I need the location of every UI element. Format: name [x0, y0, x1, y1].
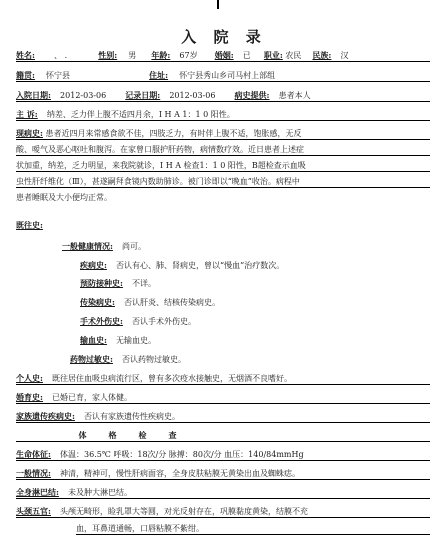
present-illness-text-1: 患者近四月来常感食欲不佳，四肢乏力，有时伴上腹不适，饱胀感，无反	[45, 129, 302, 138]
lymph-row	[16, 487, 430, 499]
present-illness-line-1	[16, 128, 430, 140]
sex-value: 男	[128, 51, 137, 60]
marriage-label: 婚姻:	[214, 50, 234, 60]
vaccine-history-label: 预防接种史:	[80, 278, 123, 288]
personal-history-row	[16, 373, 430, 385]
allergy-history-value: 否认药物过敏史。	[122, 355, 187, 364]
infectious-history-row	[80, 297, 448, 308]
head-neck-row-1	[16, 506, 430, 518]
informant-value: 患者本人	[278, 91, 311, 100]
family-history-row	[16, 411, 430, 423]
dates-row	[16, 90, 430, 102]
lymph-value: 未及肿大淋巴结。	[68, 488, 133, 497]
marital-history-value: 已婚已育，家人体健。	[52, 393, 133, 402]
physical-exam-heading: 体格检查	[78, 430, 199, 440]
personal-history-label: 个人史:	[16, 373, 43, 383]
page-title: 入 院 录	[181, 28, 267, 46]
name-value: 、 .	[54, 51, 68, 60]
lymph-label: 全身淋巴结:	[16, 487, 59, 497]
general-health-row	[62, 241, 448, 252]
surgery-history-label: 手术外伤史:	[80, 316, 123, 326]
general-condition-row	[16, 468, 430, 480]
vaccine-history-row	[80, 278, 448, 289]
address-row	[16, 70, 430, 82]
occupation-label: 职业:	[263, 50, 283, 60]
marital-history-row	[16, 392, 430, 404]
present-illness-text-2: 酸、嗳气及恶心呕吐和腹泻。在家曾口服护肝药物，病情数疗效。近日患者上述症	[16, 145, 304, 154]
occupation-value: 农民	[285, 51, 302, 60]
present-illness-line-5	[16, 192, 430, 203]
chief-complaint-label: 主 诉:	[16, 109, 38, 119]
vitals-row	[16, 449, 430, 461]
ethnic-value: 汉	[340, 51, 349, 60]
age-label: 年龄:	[151, 50, 171, 60]
record-date-label: 记录日期:	[125, 90, 161, 100]
transfusion-history-value: 无输血史。	[116, 336, 157, 345]
sex-label: 性别:	[98, 50, 118, 60]
record-date-value: 2012-03-06	[169, 91, 216, 100]
birthplace-value: 怀宁县	[46, 71, 71, 80]
present-illness-text-5: 患者睡眠及大小便均正常。	[16, 193, 112, 202]
head-neck-text-2: 血，耳鼻道通畅，口唇粘膜不紫绀。	[76, 524, 204, 533]
personal-history-value: 既往居住血吸虫病流行区，曾有多次疫水接触史，无烟酒不良嗜好。	[52, 374, 293, 383]
chief-complaint-value: 纳差、乏力伴上腹不适四月余，I H A 1：1 0 阳性。	[46, 110, 235, 119]
disease-history-row	[80, 260, 448, 271]
infectious-history-label: 传染病史:	[80, 297, 115, 307]
disease-history-value: 否认有心、肺、肾病史，曾以“慢血”治疗数次。	[116, 261, 285, 270]
chief-complaint-row	[16, 109, 430, 121]
allergy-history-row	[70, 354, 448, 365]
past-history-header	[16, 220, 430, 231]
vitals-value: 体温：36.5℃ 呼吸：18次/分 脉搏：80次/分 血压：140/84mmHg	[60, 450, 304, 459]
marital-history-label: 婚育史:	[16, 392, 43, 402]
infectious-history-value: 否认肝炎、结核传染病史。	[124, 298, 221, 307]
head-neck-row-2	[76, 523, 430, 535]
present-illness-line-2	[16, 144, 430, 156]
admit-date-value: 2012-03-06	[60, 91, 107, 100]
present-illness-line-3	[16, 160, 430, 172]
disease-history-label: 疾病史:	[80, 260, 107, 270]
name-label: 姓名:	[16, 50, 35, 60]
present-illness-text-3: 状加重，纳差，乏力明显，来我院就诊，I H A 检查1：1 0 阳性，B超检查示血吸	[16, 161, 306, 170]
age-value: 67岁	[179, 51, 198, 60]
informant-label: 病史提供:	[234, 90, 270, 100]
head-neck-text-1: 头颅无畸形，睑乳罩大等圆，对光反射存在，巩膜黏度黄染，结膜不充	[60, 507, 309, 516]
physical-exam-heading-row	[16, 430, 430, 442]
vitals-label: 生命体征:	[16, 449, 51, 459]
present-illness-line-4	[16, 176, 430, 188]
general-condition-value: 神清，精神可，慢性肝病面容，全身皮肤粘膜无黄染出血及蜘蛛痣。	[60, 469, 301, 478]
surgery-history-value: 否认手术外伤史。	[132, 317, 197, 326]
present-illness-text-4: 虫性肝纤维化（Ⅲ），甚遂嗣拜食镜内数助肺诊。被门诊即以“晚血”收治。病程中	[16, 177, 300, 186]
general-health-label: 一般健康情况:	[62, 241, 113, 251]
admit-date-label: 入院日期:	[16, 90, 51, 100]
transfusion-history-label: 输血史:	[80, 335, 107, 345]
birthplace-label: 籍贯:	[16, 70, 35, 80]
family-history-value: 否认有家族遗传性疾病史。	[84, 412, 181, 421]
head-neck-label: 头颈五官:	[16, 506, 51, 516]
family-history-label: 家族遗传疾病史:	[16, 411, 75, 421]
vaccine-history-value: 不详。	[132, 279, 157, 288]
present-illness-label: 现病史:	[16, 128, 43, 138]
marriage-value: 已	[242, 51, 251, 60]
top-mark	[217, 0, 219, 9]
past-history-label: 既往史:	[16, 220, 43, 230]
patient-basic-row	[16, 50, 430, 62]
surgery-history-row	[80, 316, 448, 327]
allergy-history-label: 药物过敏史:	[70, 354, 113, 364]
address-label: 住址:	[149, 70, 169, 80]
transfusion-history-row	[80, 335, 448, 346]
general-condition-label: 一般情况:	[16, 468, 51, 478]
address-value: 怀宁县秀山乡司马村上部组	[179, 71, 276, 80]
ethnic-label: 民族:	[312, 50, 332, 60]
general-health-value: 尚可。	[122, 242, 147, 251]
